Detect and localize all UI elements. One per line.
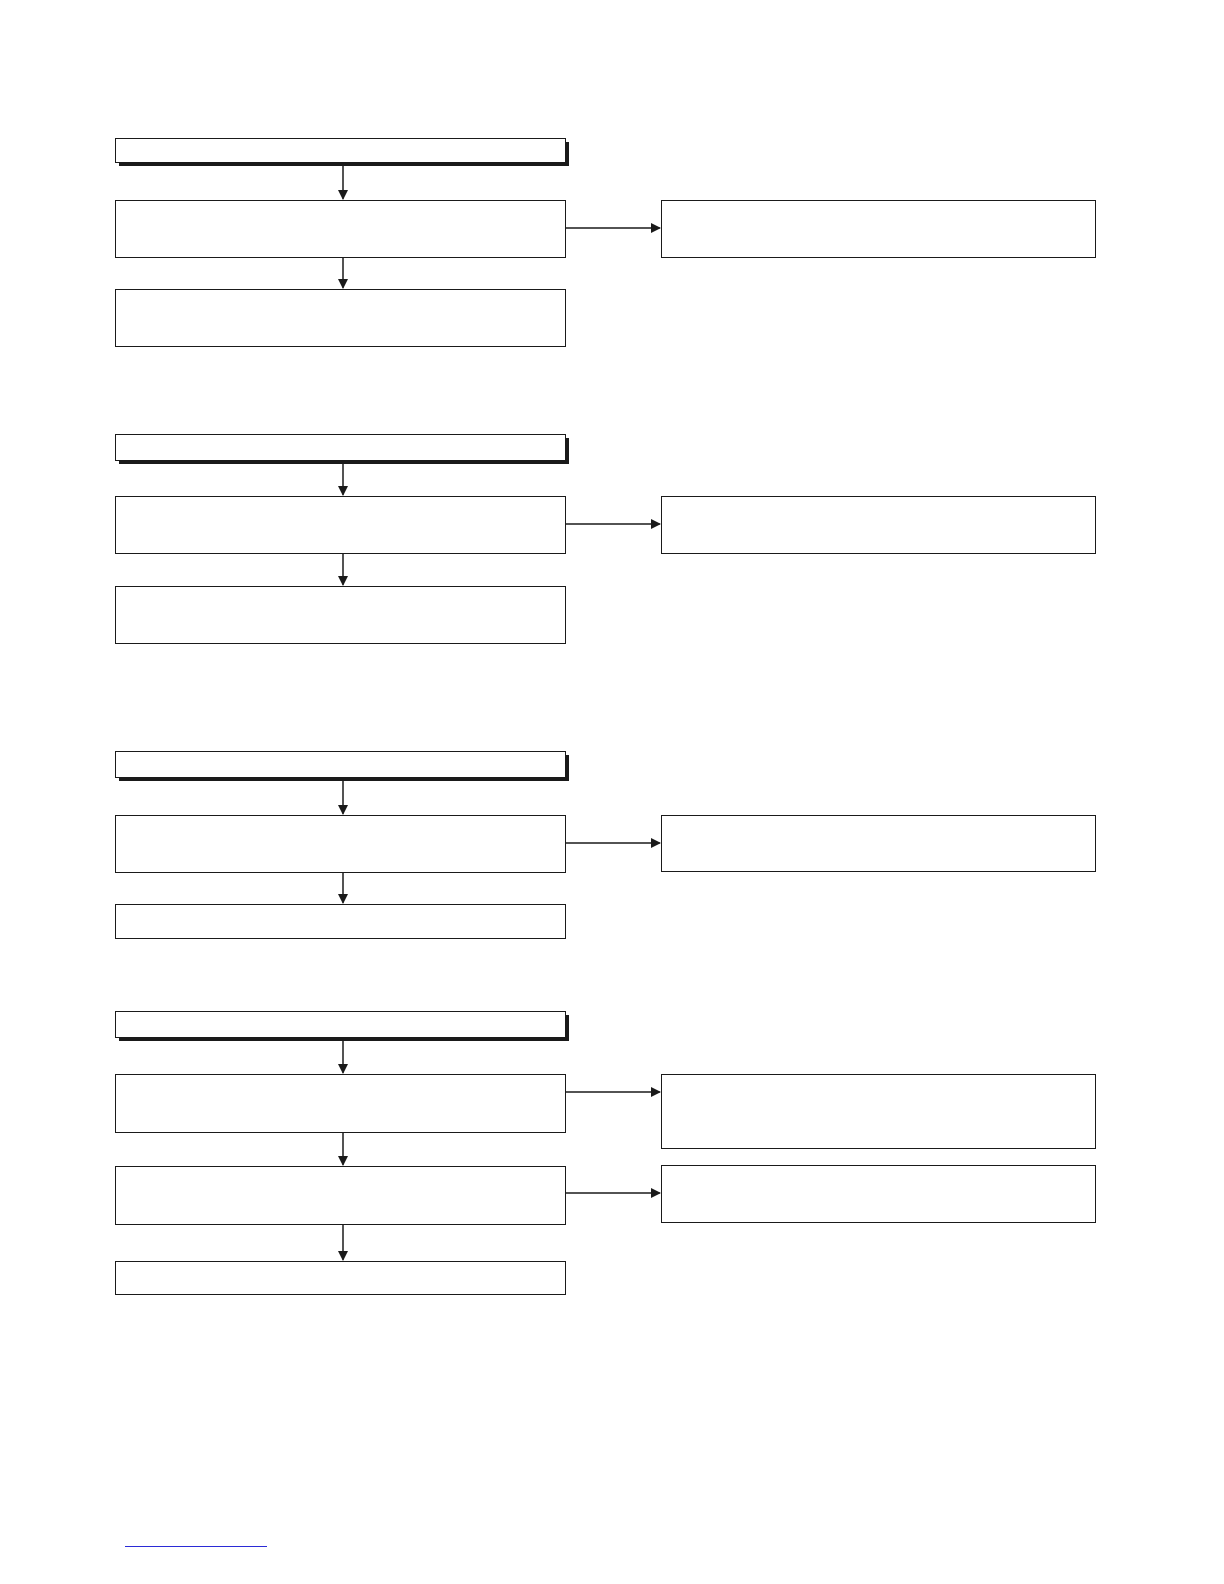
- flowchart-3-header-frame: [116, 752, 566, 778]
- flowchart-1-branch-1-frame: [662, 201, 1096, 258]
- flowchart-3-step-2-frame: [116, 905, 566, 939]
- flowchart-4-branch-2-frame: [662, 1166, 1096, 1223]
- flowchart-3-branch-1-frame: [662, 816, 1096, 872]
- flowchart-2-step-1-frame: [116, 497, 566, 554]
- flowchart-2-branch-1-frame: [662, 497, 1096, 554]
- flowchart-1-branch-1: [662, 201, 1096, 258]
- flowchart-2-step-2: [116, 587, 566, 644]
- flowchart-1-header-frame: [116, 139, 566, 163]
- flowchart-1-step-1: [116, 201, 566, 258]
- flowchart-3-header: [116, 752, 566, 778]
- flowchart-1-step-1-frame: [116, 201, 566, 258]
- flowchart-4-step-2-frame: [116, 1167, 566, 1225]
- flowchart-2-header: [116, 435, 566, 461]
- flowchart-4-header: [116, 1012, 566, 1038]
- flowchart-1-step-2-frame: [116, 290, 566, 347]
- flowchart-4-step-1: [116, 1075, 566, 1133]
- flowchart-2-header-frame: [116, 435, 566, 461]
- flowchart-3-step-1-frame: [116, 816, 566, 873]
- footer-link[interactable]: [125, 1546, 267, 1547]
- flowchart-2-step-1: [116, 497, 566, 554]
- flowchart-4-header-frame: [116, 1012, 566, 1038]
- flowchart-4-branch-1-frame: [662, 1075, 1096, 1149]
- flowchart-1-header: [116, 139, 566, 163]
- flowchart-2-branch-1: [662, 497, 1096, 554]
- flowchart-4-branch-1: [662, 1075, 1096, 1149]
- flowchart-4-branch-2: [662, 1166, 1096, 1223]
- flowchart-2-step-2-frame: [116, 587, 566, 644]
- flowchart-3-branch-1: [662, 816, 1096, 872]
- flowchart-3-step-2: [116, 905, 566, 939]
- flowchart-4-step-2: [116, 1167, 566, 1225]
- flowchart-4-step-3-frame: [116, 1262, 566, 1295]
- flowchart-1-step-2: [116, 290, 566, 347]
- flowchart-4-step-3: [116, 1262, 566, 1295]
- flowchart-4-step-1-frame: [116, 1075, 566, 1133]
- flowchart-3-step-1: [116, 816, 566, 873]
